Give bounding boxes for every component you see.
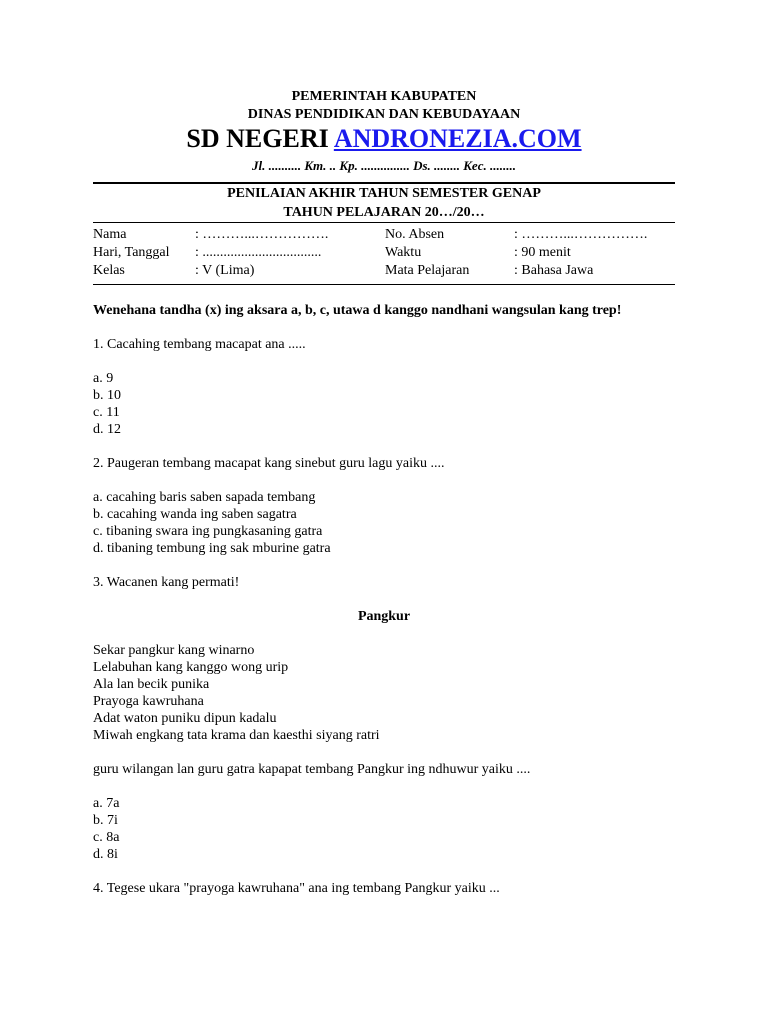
info-label: Hari, Tanggal (93, 245, 170, 260)
school-address: Jl. .......... Km. .. Kp. ............... Ds. ........ Kec. ........ (252, 158, 516, 173)
option-item: d. 12 (93, 422, 121, 437)
option-item: b. 10 (93, 388, 121, 403)
poem-title: Pangkur (357, 609, 411, 624)
exam-title: PENILAIAN AKHIR TAHUN SEMESTER GENAP (227, 186, 541, 201)
option-item: c. tibaning swara ing pungkasaning gatra (93, 524, 323, 539)
question-2: 2. Paugeran tembang macapat kang sinebut guru lagu yaiku .... (93, 456, 445, 471)
question-1: 1. Cacahing tembang macapat ana ..... (93, 337, 306, 352)
option-item: b. cacahing wanda ing saben sagatra (93, 507, 297, 522)
info-value: : .................................. (195, 245, 322, 260)
info-row-nama (93, 226, 675, 244)
header-divider (93, 182, 675, 184)
question-3: 3. Wacanen kang permati! (93, 575, 240, 590)
info-label: No. Absen (385, 227, 445, 242)
poem-line: Sekar pangkur kang winarno (93, 643, 255, 658)
option-item: b. 7i (93, 813, 118, 828)
government-heading: PEMERINTAH KABUPATEN (291, 89, 477, 104)
student-info-table (93, 226, 675, 280)
info-label: Nama (93, 227, 127, 242)
question-4: 4. Tegese ukara "prayoga kawruhana" ana ing tembang Pangkur yaiku ... (93, 881, 500, 896)
option-item: c. 8a (93, 830, 120, 845)
department-heading: DINAS PENDIDIKAN DAN KEBUDAYAAN (247, 107, 521, 122)
info-value: : Bahasa Jawa (514, 263, 594, 278)
question-3-prompt: guru wilangan lan guru gatra kapapat tembang Pangkur ing ndhuwur yaiku .... (93, 762, 531, 777)
poem-line: Ala lan becik punika (93, 677, 210, 692)
school-prefix: SD NEGERI (186, 124, 329, 153)
info-row-hari (93, 244, 675, 262)
exam-year: TAHUN PELAJARAN 20…/20… (283, 205, 485, 220)
exam-body (93, 302, 675, 897)
info-label: Kelas (93, 263, 125, 278)
school-name (93, 122, 675, 156)
poem-line: Miwah engkang tata krama dan kaesthi siyang ratri (93, 728, 380, 743)
poem-line: Adat waton puniku dipun kadalu (93, 711, 277, 726)
info-label: Mata Pelajaran (385, 263, 470, 278)
info-top-divider (93, 222, 675, 223)
option-item: a. 7a (93, 796, 120, 811)
info-bottom-divider (93, 284, 675, 285)
info-value: : ………...……………. (195, 227, 329, 242)
info-row-kelas (93, 262, 675, 280)
info-value: : ………...……………. (514, 227, 648, 242)
option-item: c. 11 (93, 405, 120, 420)
option-item: d. 8i (93, 847, 118, 862)
option-item: a. 9 (93, 371, 114, 386)
poem-line: Prayoga kawruhana (93, 694, 204, 709)
option-item: a. cacahing baris saben sapada tembang (93, 490, 316, 505)
school-link[interactable]: ANDRONEZIA.COM (333, 124, 582, 153)
instruction-text: Wenehana tandha (x) ing aksara a, b, c, utawa d kanggo nandhani wangsulan kang trep! (93, 303, 622, 318)
poem-line: Lelabuhan kang kanggo wong urip (93, 660, 289, 675)
info-value: : V (Lima) (195, 263, 255, 278)
info-label: Waktu (385, 245, 422, 260)
option-item: d. tibaning tembung ing sak mburine gatra (93, 541, 331, 556)
info-value: : 90 menit (514, 245, 571, 260)
